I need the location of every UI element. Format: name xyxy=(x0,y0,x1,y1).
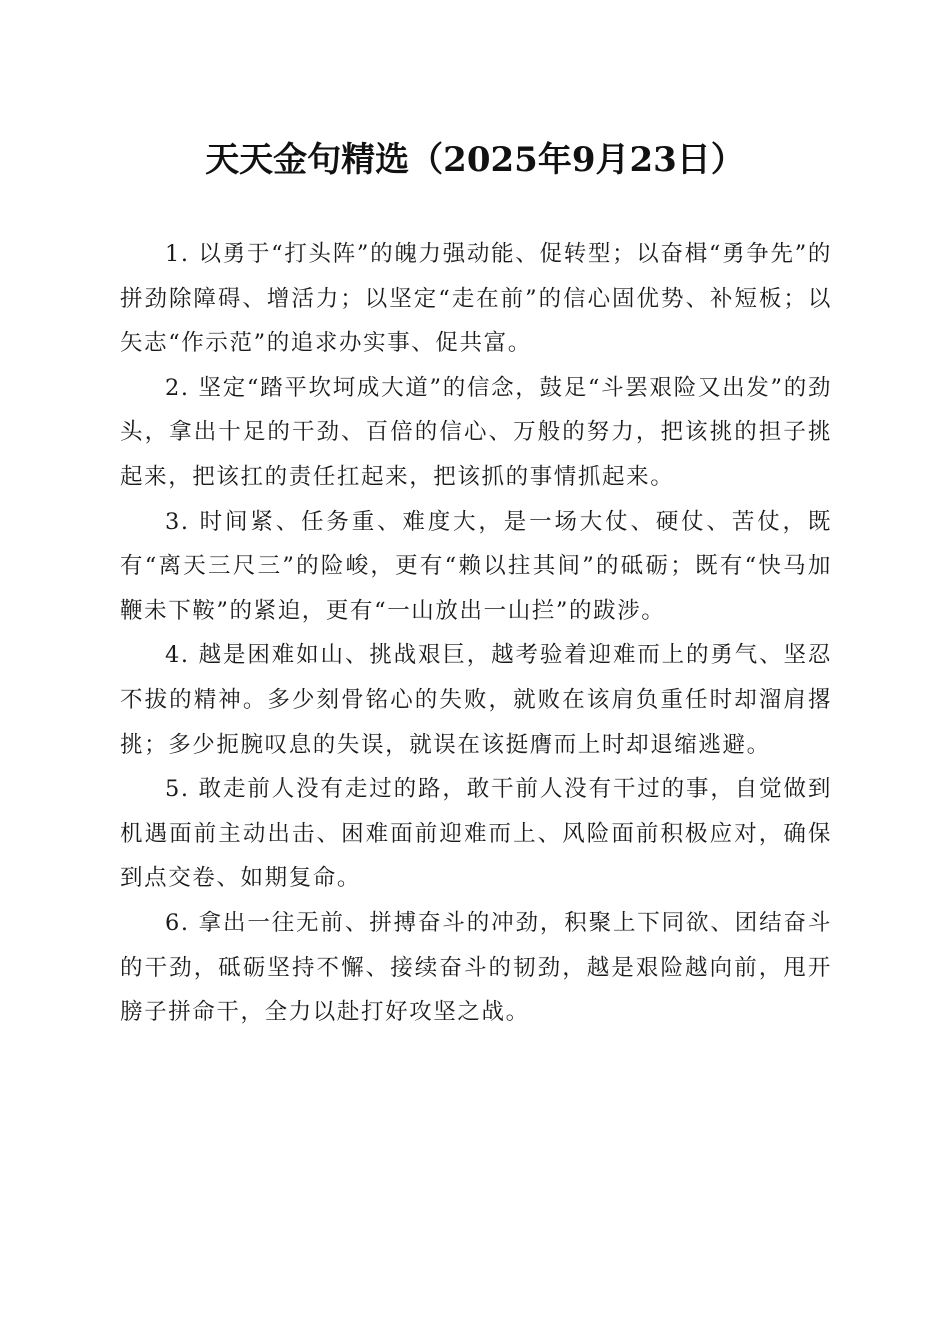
document-title: 天天金句精选（2025年9月23日） xyxy=(205,140,745,180)
document-body xyxy=(120,232,832,1035)
quote-paragraph-4: 4. 越是困难如山、挑战艰巨，越考验着迎难而上的勇气、坚忍不拔的精神。多少刻骨铭心的失败，就败在该肩负重任时却溜肩撂挑；多少扼腕叹息的失误，就误在该挺膺而上时却退缩逃避。 xyxy=(120,642,832,758)
quote-paragraph-3: 3. 时间紧、任务重、难度大，是一场大仗、硬仗、苦仗，既有“离天三尺三”的险峻，更有“赖以拄其间”的砥砺；既有“快马加鞭未下鞍”的紧迫，更有“一山放出一山拦”的跋涉。 xyxy=(120,508,832,624)
quote-paragraph-6: 6. 拿出一往无前、拼搏奋斗的冲劲，积聚上下同欲、团结奋斗的干劲，砥砺坚持不懈、接续奋斗的韧劲，越是艰险越向前，甩开膀子拼命干，全力以赴打好攻坚之战。 xyxy=(120,909,832,1026)
quote-paragraph-2: 2. 坚定“踏平坎坷成大道”的信念，鼓足“斗罢艰险又出发”的劲头，拿出十足的干劲、百倍的信心、万般的努力，把该挑的担子挑起来，把该扛的责任扛起来，把该抓的事情抓起来。 xyxy=(120,374,832,490)
quote-paragraph-1: 1. 以勇于“打头阵”的魄力强动能、促转型；以奋楫“勇争先”的拼劲除障碍、增活力；以坚定“走在前”的信心固优势、补短板；以矢志“作示范”的追求办实事、促共富。 xyxy=(120,241,832,357)
quote-paragraph-5: 5. 敢走前人没有走过的路，敢干前人没有干过的事，自觉做到机遇面前主动出击、困难面前迎难而上、风险面前积极应对，确保到点交卷、如期复命。 xyxy=(120,776,832,892)
